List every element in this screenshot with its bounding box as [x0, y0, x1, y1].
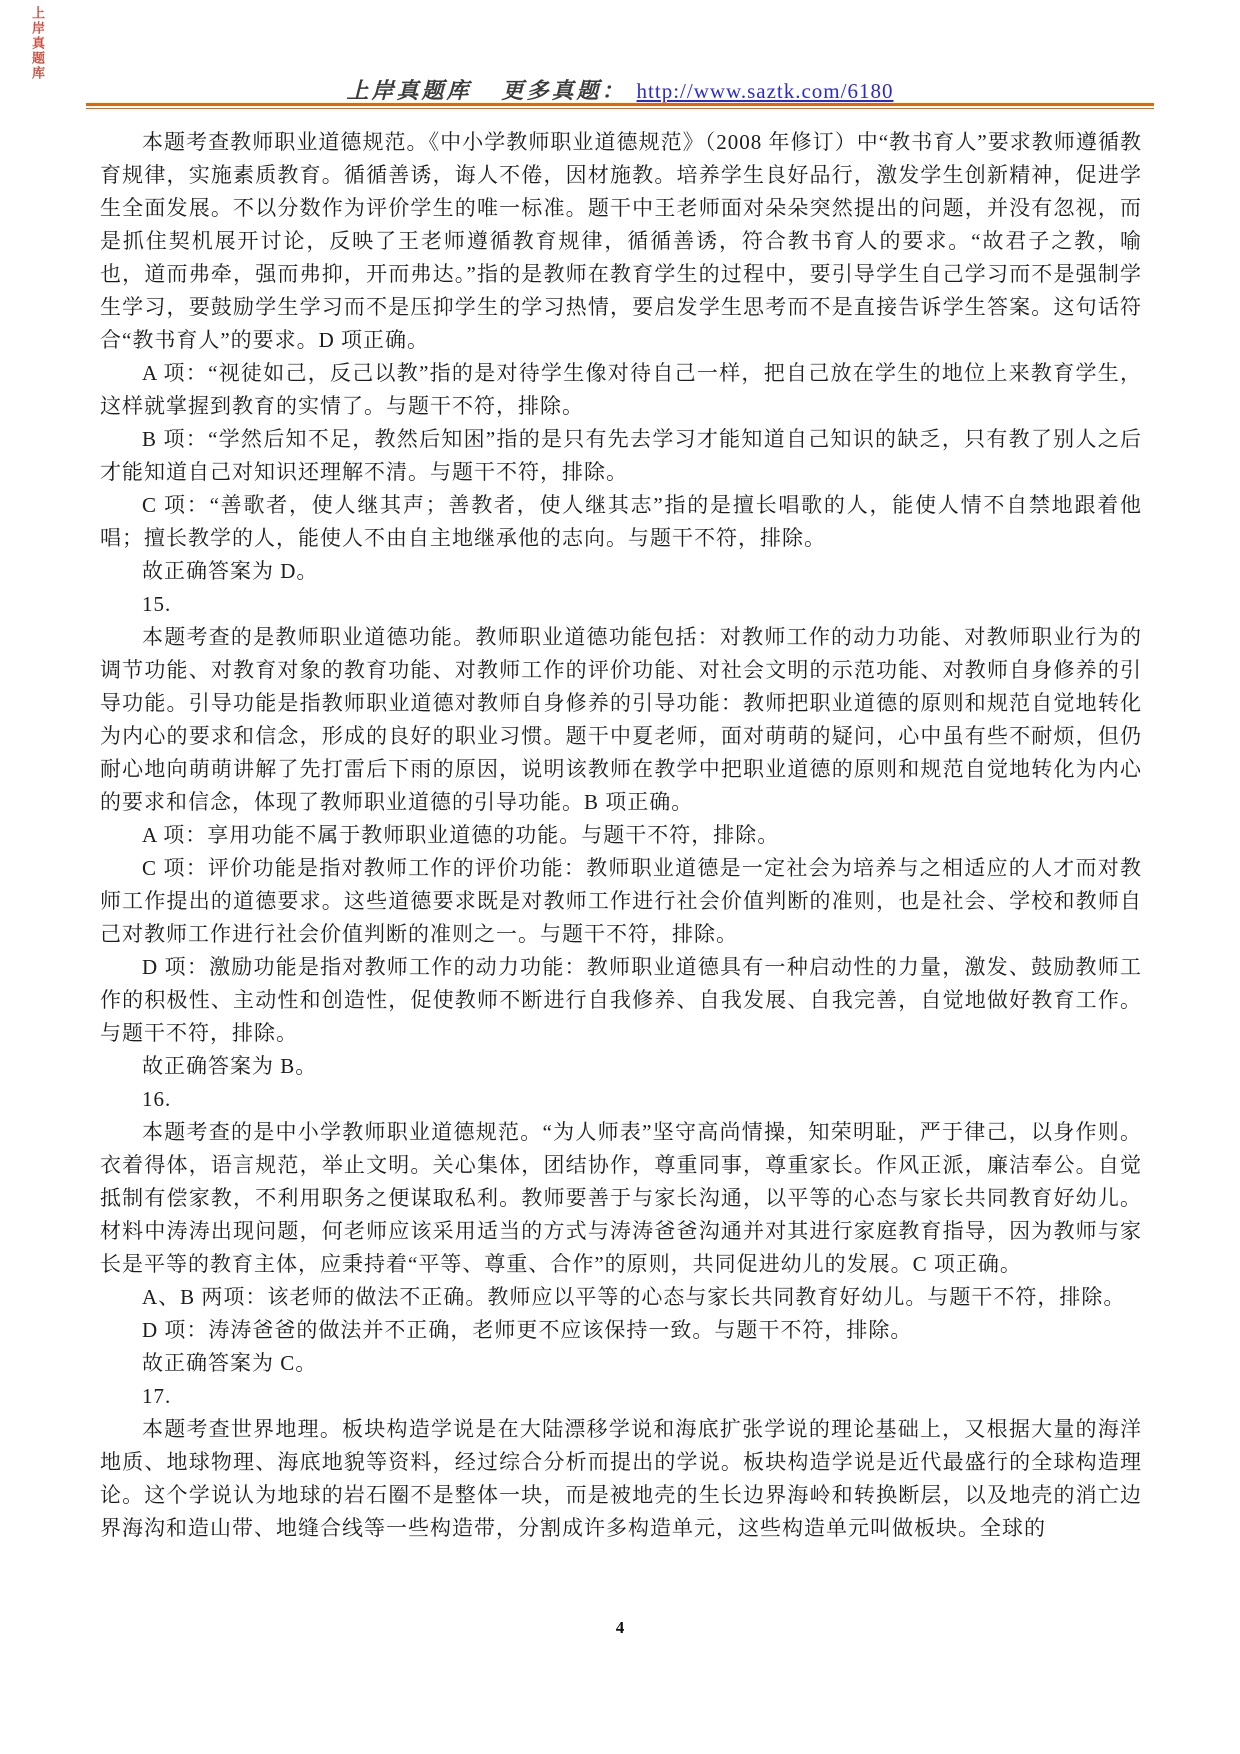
- site-name: 上岸真题库: [346, 78, 472, 103]
- paragraph-1: 本题考查教师职业道德规范。《中小学教师职业道德规范》（2008 年修订）中“教书育人”要求教师遵循教育规律，实施素质教育。循循善诱，诲人不倦，因材施教。培养学生良好品行，激发学生创新精神，促进学生全面发展。不以分数作为评价学生的唯一标准。题干中王老师面对朵朵突然提出的问题，并没有忽视，而是抓住契机展开讨论，反映了王老师遵循教育规律，循循善诱，符合教书育人的要求。“故君子之教，喻也，道而弗牵，强而弗抑，开而弗达。”指的是教师在教育学生的过程中，要引导学生自己学习而不是强制学生学习，要鼓励学生学习而不是压抑学生的学习热情，要启发学生思考而不是直接告诉学生答案。这句话符合“教书育人”的要求。D 项正确。: [100, 130, 1142, 352]
- paragraph-13: 本题考查的是中小学教师职业道德规范。“为人师表”坚守高尚情操，知荣明耻，严于律己，以身作则。衣着得体，语言规范，举止文明。关心集体，团结协作，尊重同事，尊重家长。作风正派，廉洁奉公。自觉抵制有偿家教，不利用职务之便谋取私利。教师要善于与家长沟通，以平等的心态与家长共同教育好幼儿。材料中涛涛出现问题，何老师应该采用适当的方式与涛涛爸爸沟通并对其进行家庭教育指导，因为教师与家长是平等的教育主体，应秉持着“平等、尊重、合作”的原则，共同促进幼儿的发展。C 项正确。: [100, 1120, 1142, 1276]
- paragraph-11: 故正确答案为 B。: [142, 1054, 318, 1078]
- paragraph-4: C 项：“善歌者，使人继其声；善教者，使人继其志”指的是擅长唱歌的人，能使人情不自禁地跟着他唱；擅长教学的人，能使人不由自主地继承他的志向。与题干不符，排除。: [100, 493, 1142, 550]
- paragraph-12: 16.: [142, 1087, 172, 1111]
- site-link[interactable]: http://www.saztk.com/6180: [636, 79, 894, 103]
- watermark-stamp: 上岸真题库: [30, 6, 45, 81]
- paragraph-15: D 项：涛涛爸爸的做法并不正确，老师更不应该保持一致。与题干不符，排除。: [142, 1318, 913, 1342]
- paragraph-14: A、B 两项：该老师的做法不正确。教师应以平等的心态与家长共同教育好幼儿。与题干不符，排除。: [142, 1285, 1126, 1309]
- paragraph-16: 故正确答案为 C。: [142, 1351, 318, 1375]
- paragraph-6: 15.: [142, 592, 172, 616]
- page-number: 4: [615, 1618, 625, 1637]
- paragraph-8: A 项：享用功能不属于教师职业道德的功能。与题干不符，排除。: [142, 823, 780, 847]
- paragraph-9: C 项：评价功能是指对教师工作的评价功能：教师职业道德是一定社会为培养与之相适应的人才而对教师工作提出的道德要求。这些道德要求既是对教师工作进行社会价值判断的准则，也是社会、学校和教师自己对教师工作进行社会价值判断的准则之一。与题干不符，排除。: [100, 856, 1142, 946]
- paragraph-2: A 项：“视徒如己，反己以教”指的是对待学生像对待自己一样，把自己放在学生的地位上来教育学生，这样就掌握到教育的实情了。与题干不符，排除。: [100, 361, 1142, 418]
- paragraph-10: D 项：激励功能是指对教师工作的动力功能：教师职业道德具有一种启动性的力量，激发、鼓励教师工作的积极性、主动性和创造性，促使教师不断进行自我修养、自我发展、自我完善，自觉地做好教育工作。与题干不符，排除。: [100, 955, 1142, 1045]
- more-questions-label: 更多真题：: [501, 78, 627, 103]
- paragraph-17: 17.: [142, 1384, 172, 1408]
- header-divider: [86, 103, 1154, 109]
- paragraph-3: B 项：“学然后知不足，教然后知困”指的是只有先去学习才能知道自己知识的缺乏，只有教了别人之后才能知道自己对知识还理解不清。与题干不符，排除。: [100, 427, 1142, 484]
- paragraph-18: 本题考查世界地理。板块构造学说是在大陆漂移学说和海底扩张学说的理论基础上，又根据大量的海洋地质、地球物理、海底地貌等资料，经过综合分析而提出的学说。板块构造学说是近代最盛行的全球构造理论。这个学说认为地球的岩石圈不是整体一块，而是被地壳的生长边界海岭和转换断层，以及地壳的消亡边界海沟和造山带、地缝合线等一些构造带，分割成许多构造单元，这些构造单元叫做板块。全球的: [100, 1417, 1142, 1540]
- paragraph-5: 故正确答案为 D。: [142, 559, 319, 583]
- page-header: [0, 74, 1240, 105]
- paragraph-7: 本题考查的是教师职业道德功能。教师职业道德功能包括：对教师工作的动力功能、对教师职业行为的调节功能、对教育对象的教育功能、对教师工作的评价功能、对社会文明的示范功能、对教师自身修养的引导功能。引导功能是指教师职业道德对教师自身修养的引导功能：教师把职业道德的原则和规范自觉地转化为内心的要求和信念，形成的良好的职业习惯。题干中夏老师，面对萌萌的疑问，心中虽有些不耐烦，但仍耐心地向萌萌讲解了先打雷后下雨的原因，说明该教师在教学中把职业道德的原则和规范自觉地转化为内心的要求和信念，体现了教师职业道德的引导功能。B 项正确。: [100, 625, 1142, 814]
- document-body: [100, 126, 1142, 1545]
